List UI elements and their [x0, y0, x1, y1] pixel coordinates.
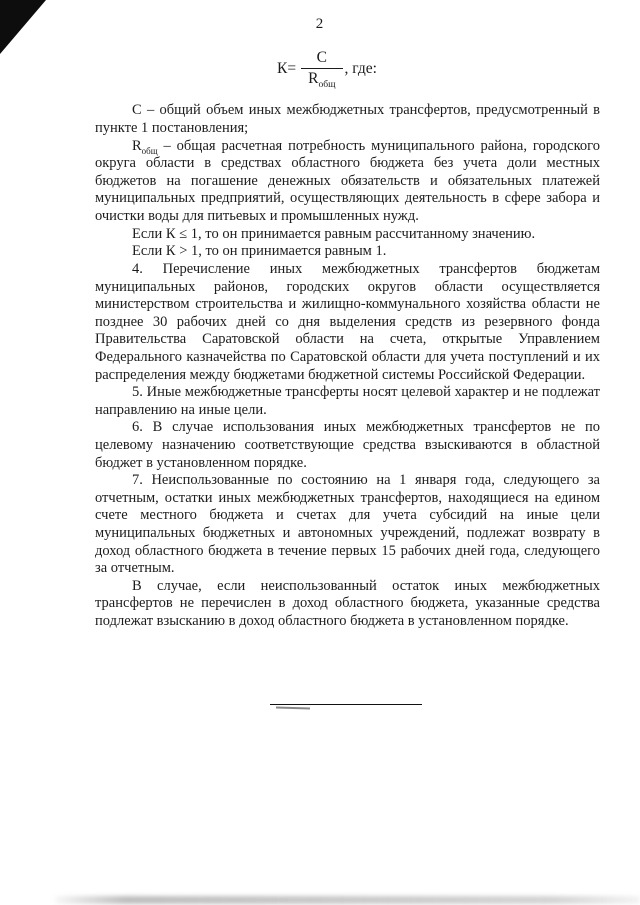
paragraph	[95, 243, 600, 261]
paragraph	[95, 102, 600, 137]
paragraph-text: 4. Перечисление иных межбюджетных трансфертов бюджетам муниципальных районов, городских округов области осуществляется министерством строительства и жилищно-коммунального хозяйства области не позднее 30 рабочих дней со дня выделения средств из резервного фонда Правительства Саратовской области на счета, открытые Управлением Федерального казначейства по Саратовской области для учета поступлений и их распределения между бюджетами бюджетной системы Российской Федерации.	[95, 260, 600, 383]
formula-denominator	[301, 68, 342, 89]
paragraph-text: Если К > 1, то он принимается равным 1.	[132, 243, 387, 260]
paragraph	[95, 138, 600, 226]
paragraph	[95, 226, 600, 244]
paragraph-text: 6. В случае использования иных межбюджетных трансфертов не по целевому назначению соответствующие средства взыскиваются в областной бюджет в установленном порядке.	[95, 419, 600, 471]
formula-numerator: С	[316, 49, 327, 66]
paragraph-text: В случае, если неиспользованный остаток иных межбюджетных трансфертов не перечислен в доход областного бюджета, указанные средства подлежат взысканию в доход областного бюджета в установленном порядке.	[95, 577, 600, 630]
document-body	[95, 102, 600, 630]
paragraph-text: С – общий объем иных межбюджетных трансфертов, предусмотренный в пункте 1 постановления;	[95, 102, 600, 137]
paragraph	[95, 384, 600, 419]
paragraph-text: – общая расчетная потребность муниципального района, городского округа области в средствах областного бюджета без учета доли местных бюджетов на погашение денежных обязательств и обязательных платежей муниципальных предприятий, осуществляющих деятельность в сфере забора и очистки воды для питьевых и промышленных нужд.	[95, 137, 600, 225]
paragraph-text: 5. Иные межбюджетные трансферты носят целевой характер и не подлежат направлению на иные цели.	[95, 384, 600, 418]
paragraph	[95, 261, 600, 384]
paragraph-text: R	[132, 137, 142, 154]
formula-lhs: К=	[277, 59, 297, 77]
paragraph-text: 7. Неиспользованные по состоянию на 1 января года, следующего за отчетным, остатки иных межбюджетных трансфертов, находящиеся на едином счете местного бюджета и счетах для учета субсидий на иные цели муниципальных бюджетных и автономных учреждений, подлежат возврату в доход областного бюджета в течение первых 15 рабочих дней года, следующего за отчетным.	[95, 472, 600, 577]
scan-bottom-shadow	[55, 896, 640, 904]
paragraph	[95, 578, 600, 631]
formula-fraction	[301, 49, 342, 88]
formula-tail: , где:	[344, 59, 377, 77]
paragraph	[95, 472, 600, 578]
coefficient-formula	[14, 49, 640, 88]
signature-line	[270, 704, 422, 705]
formula-denominator-subscript: общ	[318, 78, 336, 90]
scan-corner-artifact	[0, 0, 46, 54]
page-number: 2	[315, 16, 325, 32]
paragraph-text: Если К ≤ 1, то он принимается равным рассчитанному значению.	[132, 225, 536, 242]
paragraph	[95, 419, 600, 472]
formula-denominator-base: R	[308, 69, 319, 87]
paragraph-subscript: общ	[141, 145, 158, 156]
